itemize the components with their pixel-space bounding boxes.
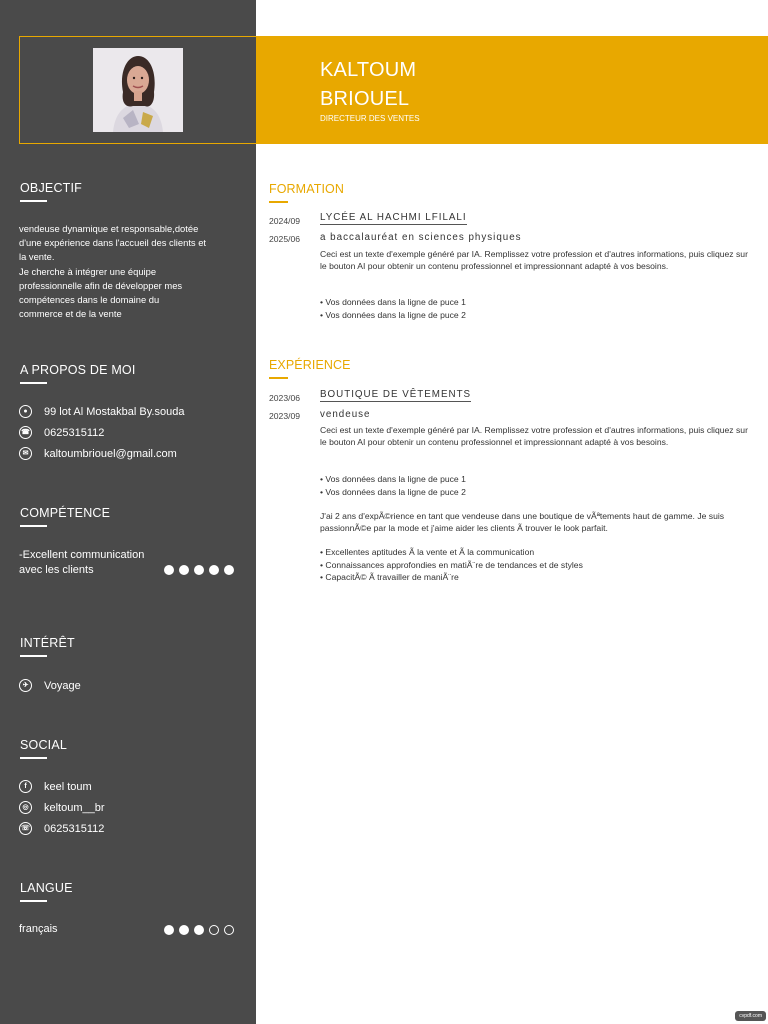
experience-extra: J'ai 2 ans d'expÃ©rience en tant que vendeuse dans une boutique de vÃªtements haut de gamme. Je suis passionnÃ©e par la mode et j'aime aider les clients Ã trouver le look parfait. <box>320 511 725 534</box>
langue-title: LANGUE <box>20 881 73 902</box>
instagram-icon: ◎ <box>19 801 32 814</box>
social-title: SOCIAL <box>20 738 67 759</box>
address-text: 99 lot Al Mostakbal By.souda <box>44 405 185 418</box>
skill-label: -Excellent communication avec les clients <box>19 549 145 576</box>
experience-bullet-2: • Vos données dans la ligne de puce 2 <box>320 487 466 497</box>
last-name: BRIOUEL <box>320 88 410 110</box>
about-title: A PROPOS DE MOI <box>20 363 136 384</box>
rating-dot <box>194 565 204 575</box>
contact-address <box>19 405 184 418</box>
full-name <box>320 56 416 114</box>
language-rating <box>164 925 234 935</box>
social-facebook <box>19 780 92 793</box>
social-whatsapp <box>19 822 104 835</box>
experience-skill-3: • CapacitÃ© Ã travailler de maniÃ¨re <box>320 572 459 582</box>
rating-dot <box>179 925 189 935</box>
rating-dot <box>194 925 204 935</box>
formation-bullet-2: • Vos données dans la ligne de puce 2 <box>320 310 466 320</box>
experience-title: EXPÉRIENCE <box>269 358 351 379</box>
job-title: DIRECTEUR DES VENTES <box>320 114 420 123</box>
interest-text: Voyage <box>44 679 81 692</box>
first-name: KALTOUM <box>320 59 417 81</box>
experience-date-end: 2023/09 <box>269 411 301 421</box>
formation-description: Ceci est un texte d'exemple généré par IA. Remplissez votre profession et d'autres informations, puis cliquez sur le bouton AI pour obtenir un contenu professionnel et impressionnant adapté à vos besoins. <box>320 249 748 272</box>
facebook-icon: f <box>19 780 32 793</box>
watermark: cvpdf.com <box>735 1011 766 1021</box>
language-item <box>19 923 58 935</box>
formation-title: FORMATION <box>269 182 344 203</box>
experience-bullet-1: • Vos données dans la ligne de puce 1 <box>320 474 466 484</box>
rating-dot-empty <box>209 925 219 935</box>
phone-icon: ☎ <box>19 426 32 439</box>
facebook-text: keel toum <box>44 780 92 793</box>
rating-dot-empty <box>224 925 234 935</box>
experience-date-start: 2023/06 <box>269 393 301 403</box>
formation-bullet-1: • Vos données dans la ligne de puce 1 <box>320 297 466 307</box>
whatsapp-text: 0625315112 <box>44 822 105 835</box>
plane-icon: ✈ <box>19 679 32 692</box>
whatsapp-icon: ☏ <box>19 822 32 835</box>
location-icon: ● <box>19 405 32 418</box>
rating-dot <box>179 565 189 575</box>
formation-institution: LYCÉE AL HACHMI LFILALI <box>320 212 467 223</box>
objectif-text: vendeuse dynamique et responsable,dotée d'une expérience dans l'accueil des clients et la vente. Je cherche à intégrer une équipe professionnelle afin de développer mes compétences dans le domaine du commerce et de la vente <box>19 223 207 320</box>
interet-title: INTÉRÊT <box>20 636 75 657</box>
rating-dot <box>224 565 234 575</box>
formation-date-start: 2024/09 <box>269 216 301 226</box>
formation-date-end: 2025/06 <box>269 234 301 244</box>
profile-photo <box>93 48 183 132</box>
skill-rating <box>164 565 234 575</box>
instagram-text: keltoum__br <box>44 801 105 814</box>
mail-icon: ✉ <box>19 447 32 460</box>
social-instagram <box>19 801 105 814</box>
competence-title: COMPÉTENCE <box>20 506 110 527</box>
language-text: français <box>19 923 58 935</box>
experience-skill-2: • Connaissances approfondies en matiÃ¨re de tendances et de styles <box>320 560 583 570</box>
contact-phone <box>19 426 104 439</box>
experience-description: Ceci est un texte d'exemple généré par IA. Remplissez votre profession et d'autres informations, puis cliquez sur le bouton AI pour obtenir un contenu professionnel et impressionnant adapté à vos besoins. <box>320 425 748 448</box>
email-text: kaltoumbriouel@gmail.com <box>44 447 177 460</box>
experience-company: BOUTIQUE DE VÊTEMENTS <box>320 389 472 400</box>
formation-degree: a baccalauréat en sciences physiques <box>320 232 522 243</box>
phone-text: 0625315112 <box>44 426 105 439</box>
rating-dot <box>164 925 174 935</box>
experience-skill-1: • Excellentes aptitudes Ã la vente et Ã la communication <box>320 547 535 557</box>
rating-dot <box>209 565 219 575</box>
objectif-title: OBJECTIF <box>20 181 82 202</box>
contact-email <box>19 447 177 460</box>
interest-item <box>19 679 81 692</box>
rating-dot <box>164 565 174 575</box>
experience-position: vendeuse <box>320 409 371 420</box>
